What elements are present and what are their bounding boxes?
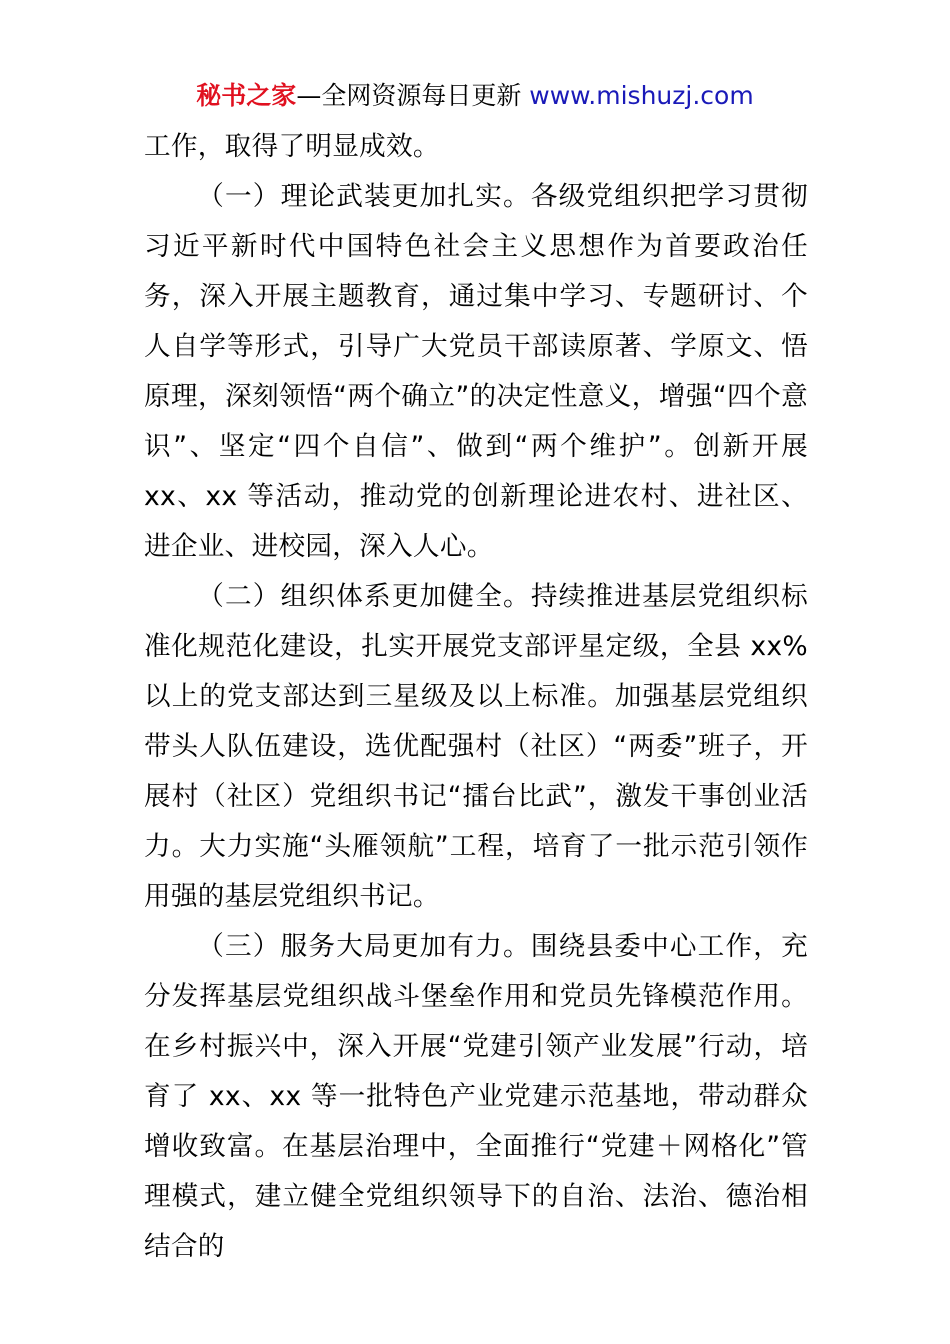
paragraph-theory: （一）理论武装更加扎实。各级党组织把学习贯彻习近平新时代中国特色社会主义思想作为首要政治任务，深入开展主题教育，通过集中学习、专题研讨、个人自学等形式，引导广大党员干部读原著、学原文、悟原理，深刻领悟“两个确立”的决定性意义，增强“四个意识”、坚定“四个自信”、做到“两个维护”。创新开展 xx、xx 等活动，推动党的创新理论进农村、进社区、进企业、进校园，深入人心。 [144, 181, 808, 562]
site-header [0, 78, 950, 114]
paragraph-service: （三）服务大局更加有力。围绕县委中心工作，充分发挥基层党组织战斗堡垒作用和党员先锋模范作用。在乡村振兴中，深入开展“党建引领产业发展”行动，培育了 xx、xx 等一批特色产业党建示范基地，带动群众增收致富。在基层治理中，全面推行“党建＋网格化”管理模式，建立健全党组织领导下的自治、法治、德治相结合的 [144, 931, 808, 1262]
site-tagline: —全网资源每日更新 [296, 81, 530, 110]
site-brand: 秘书之家 [196, 81, 297, 110]
document-body [144, 122, 808, 1272]
site-url-link[interactable]: www.mishuzj.com [529, 81, 754, 110]
paragraph-continuation: 工作，取得了明显成效。 [144, 131, 440, 162]
paragraph-organization: （二）组织体系更加健全。持续推进基层党组织标准化规范化建设，扎实开展党支部评星定级，全县 xx%以上的党支部达到三星级及以上标准。加强基层党组织带头人队伍建设，选优配强村（社区）“两委”班子，开展村（社区）党组织书记“擂台比武”，激发干事创业活力。大力实施“头雁领航”工程，培育了一批示范引领作用强的基层党组织书记。 [144, 581, 808, 912]
